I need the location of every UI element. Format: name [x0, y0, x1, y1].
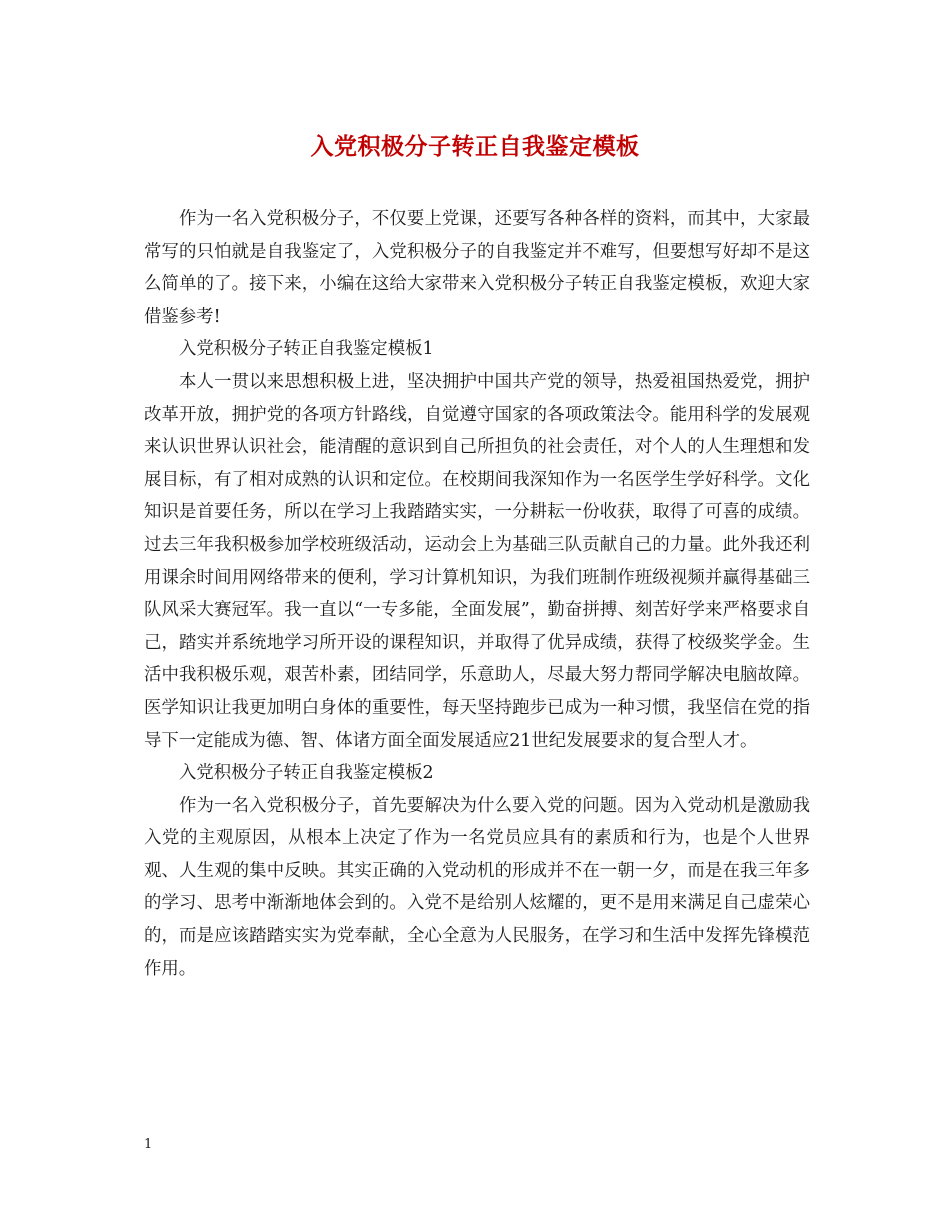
document-body	[144, 203, 810, 985]
section-1-paragraph: 本人一贯以来思想积极上进，坚决拥护中国共产党的领导，热爱祖国热爱党，拥护改革开放，拥护党的各项方针路线，自觉遵守国家的各项政策法令。能用科学的发展观来认识世界认识社会，能清醒的意识到自己所担负的社会责任，对个人的人生理想和发展目标，有了相对成熟的认识和定位。在校期间我深知作为一名医学生学好科学。文化知识是首要任务，所以在学习上我踏踏实实，一分耕耘一份收获，取得了可喜的成绩。过去三年我积极参加学校班级活动，运动会上为基础三队贡献自己的力量。此外我还利用课余时间用网络带来的便利，学习计算机知识，为我们班制作班级视频并赢得基础三队风采大赛冠军。我一直以“一专多能，全面发展”，勤奋拼搏、刻苦好学来严格要求自己，踏实并系统地学习所开设的课程知识，并取得了优异成绩，获得了校级奖学金。生活中我积极乐观，艰苦朴素，团结同学，乐意助人，尽最大努力帮同学解决电脑故障。医学知识让我更加明白身体的重要性，每天坚持跑步已成为一种习惯，我坚信在党的指导下一定能成为德、智、体诸方面全面发展适应21世纪发展要求的复合型人才。	[144, 371, 810, 751]
section-heading-2: 入党积极分子转正自我鉴定模板2	[179, 763, 434, 784]
intro-paragraph: 作为一名入党积极分子，不仅要上党课，还要写各种各样的资料，而其中，大家最常写的只怕就是自我鉴定了，入党积极分子的自我鉴定并不难写，但要想写好却不是这么简单的了。接下来，小编在这给大家带来入党积极分子转正自我鉴定模板，欢迎大家借鉴参考!	[144, 209, 810, 327]
section-heading-1: 入党积极分子转正自我鉴定模板1	[179, 339, 434, 360]
document-title: 入党积极分子转正自我鉴定模板	[310, 133, 640, 160]
section-2-paragraph: 作为一名入党积极分子，首先要解决为什么要入党的问题。因为入党动机是激励我入党的主观原因，从根本上决定了作为一名党员应具有的素质和行为，也是个人世界观、人生观的集中反映。其实正确的入党动机的形成并不在一朝一夕，而是在我三年多的学习、思考中渐渐地体会到的。入党不是给别人炫耀的，更不是用来满足自己虚荣心的，而是应该踏踏实实为党奉献，全心全意为人民服务，在学习和生活中发挥先锋模范作用。	[144, 795, 810, 979]
page-number: 1	[144, 1137, 153, 1152]
